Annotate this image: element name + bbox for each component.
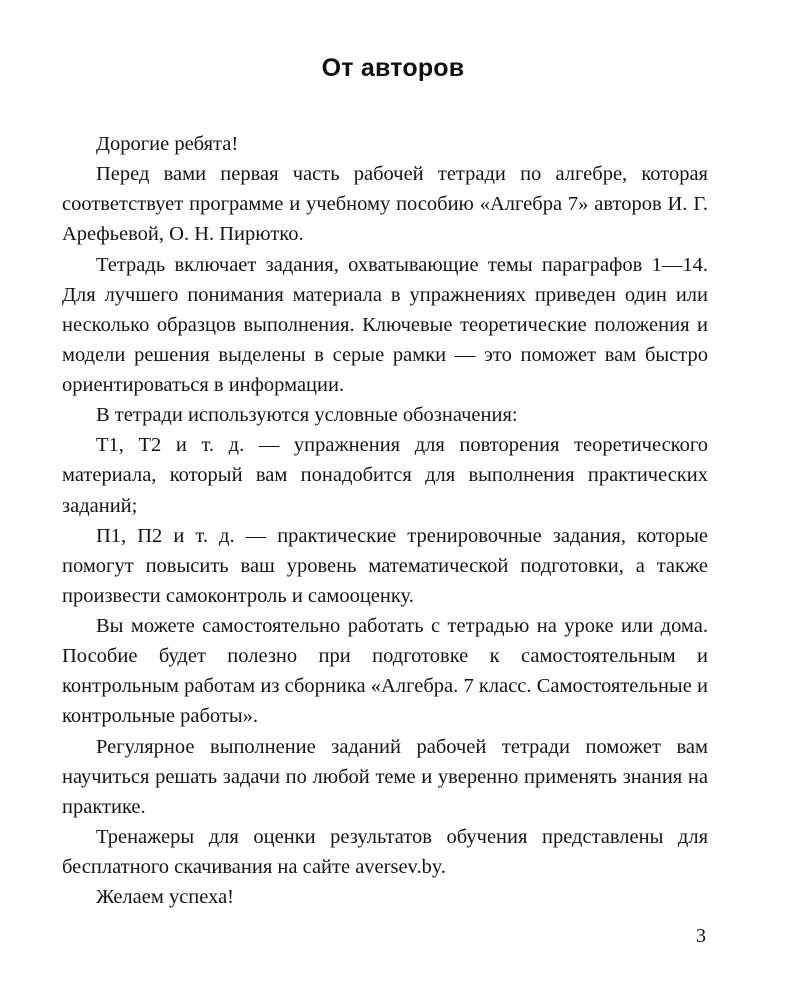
paragraph-regular-practice: Регулярное выполнение заданий рабочей тетради поможет вам научиться решать задачи по любой теме и уверенно применять знания на практике. [62, 735, 708, 818]
paragraph-intro: Перед вами первая часть рабочей тетради по алгебре, которая соответствует программе и учебному пособию «Алгебра 7» авторов И. Г. Арефьевой, О. Н. Пирютко. [62, 163, 708, 246]
paragraph-notation-intro: В тетради используются условные обозначения: [96, 404, 518, 427]
paragraph-trainers: Тренажеры для оценки результатов обучения представлены для бесплатного скачивания на сайте aversev.by. [62, 825, 708, 878]
page-number: 3 [696, 925, 706, 947]
page-title: От авторов [321, 54, 465, 82]
paragraph-notation-p: П1, П2 и т. д. — практические тренировочные задания, которые помогут повысить ваш уровень математической подготовки, а также произвести самоконтроль и самооценку. [62, 524, 708, 607]
paragraph-notation-t: Т1, Т2 и т. д. — упражнения для повторения теоретического материала, который вам понадобится для выполнения практических заданий; [62, 434, 708, 517]
body-text [0, 129, 786, 912]
paragraph-contents: Тетрадь включает задания, охватывающие темы параграфов 1—14. Для лучшего понимания материала в упражнениях приведен один или несколько образцов выполнения. Ключевые теоретические положения и модели решения выделены в серые рамки — это поможет вам быстро ориентироваться в информации. [62, 253, 708, 396]
paragraph-greeting: Дорогие ребята! [96, 133, 239, 155]
paragraph-closing: Желаем успеха! [96, 886, 235, 909]
paragraph-usage: Вы можете самостоятельно работать с тетрадью на уроке или дома. Пособие будет полезно при подготовке к самостоятельным и контрольным работам из сборника «Алгебра. 7 класс. Самостоятельные и контрольные работы». [62, 615, 708, 728]
